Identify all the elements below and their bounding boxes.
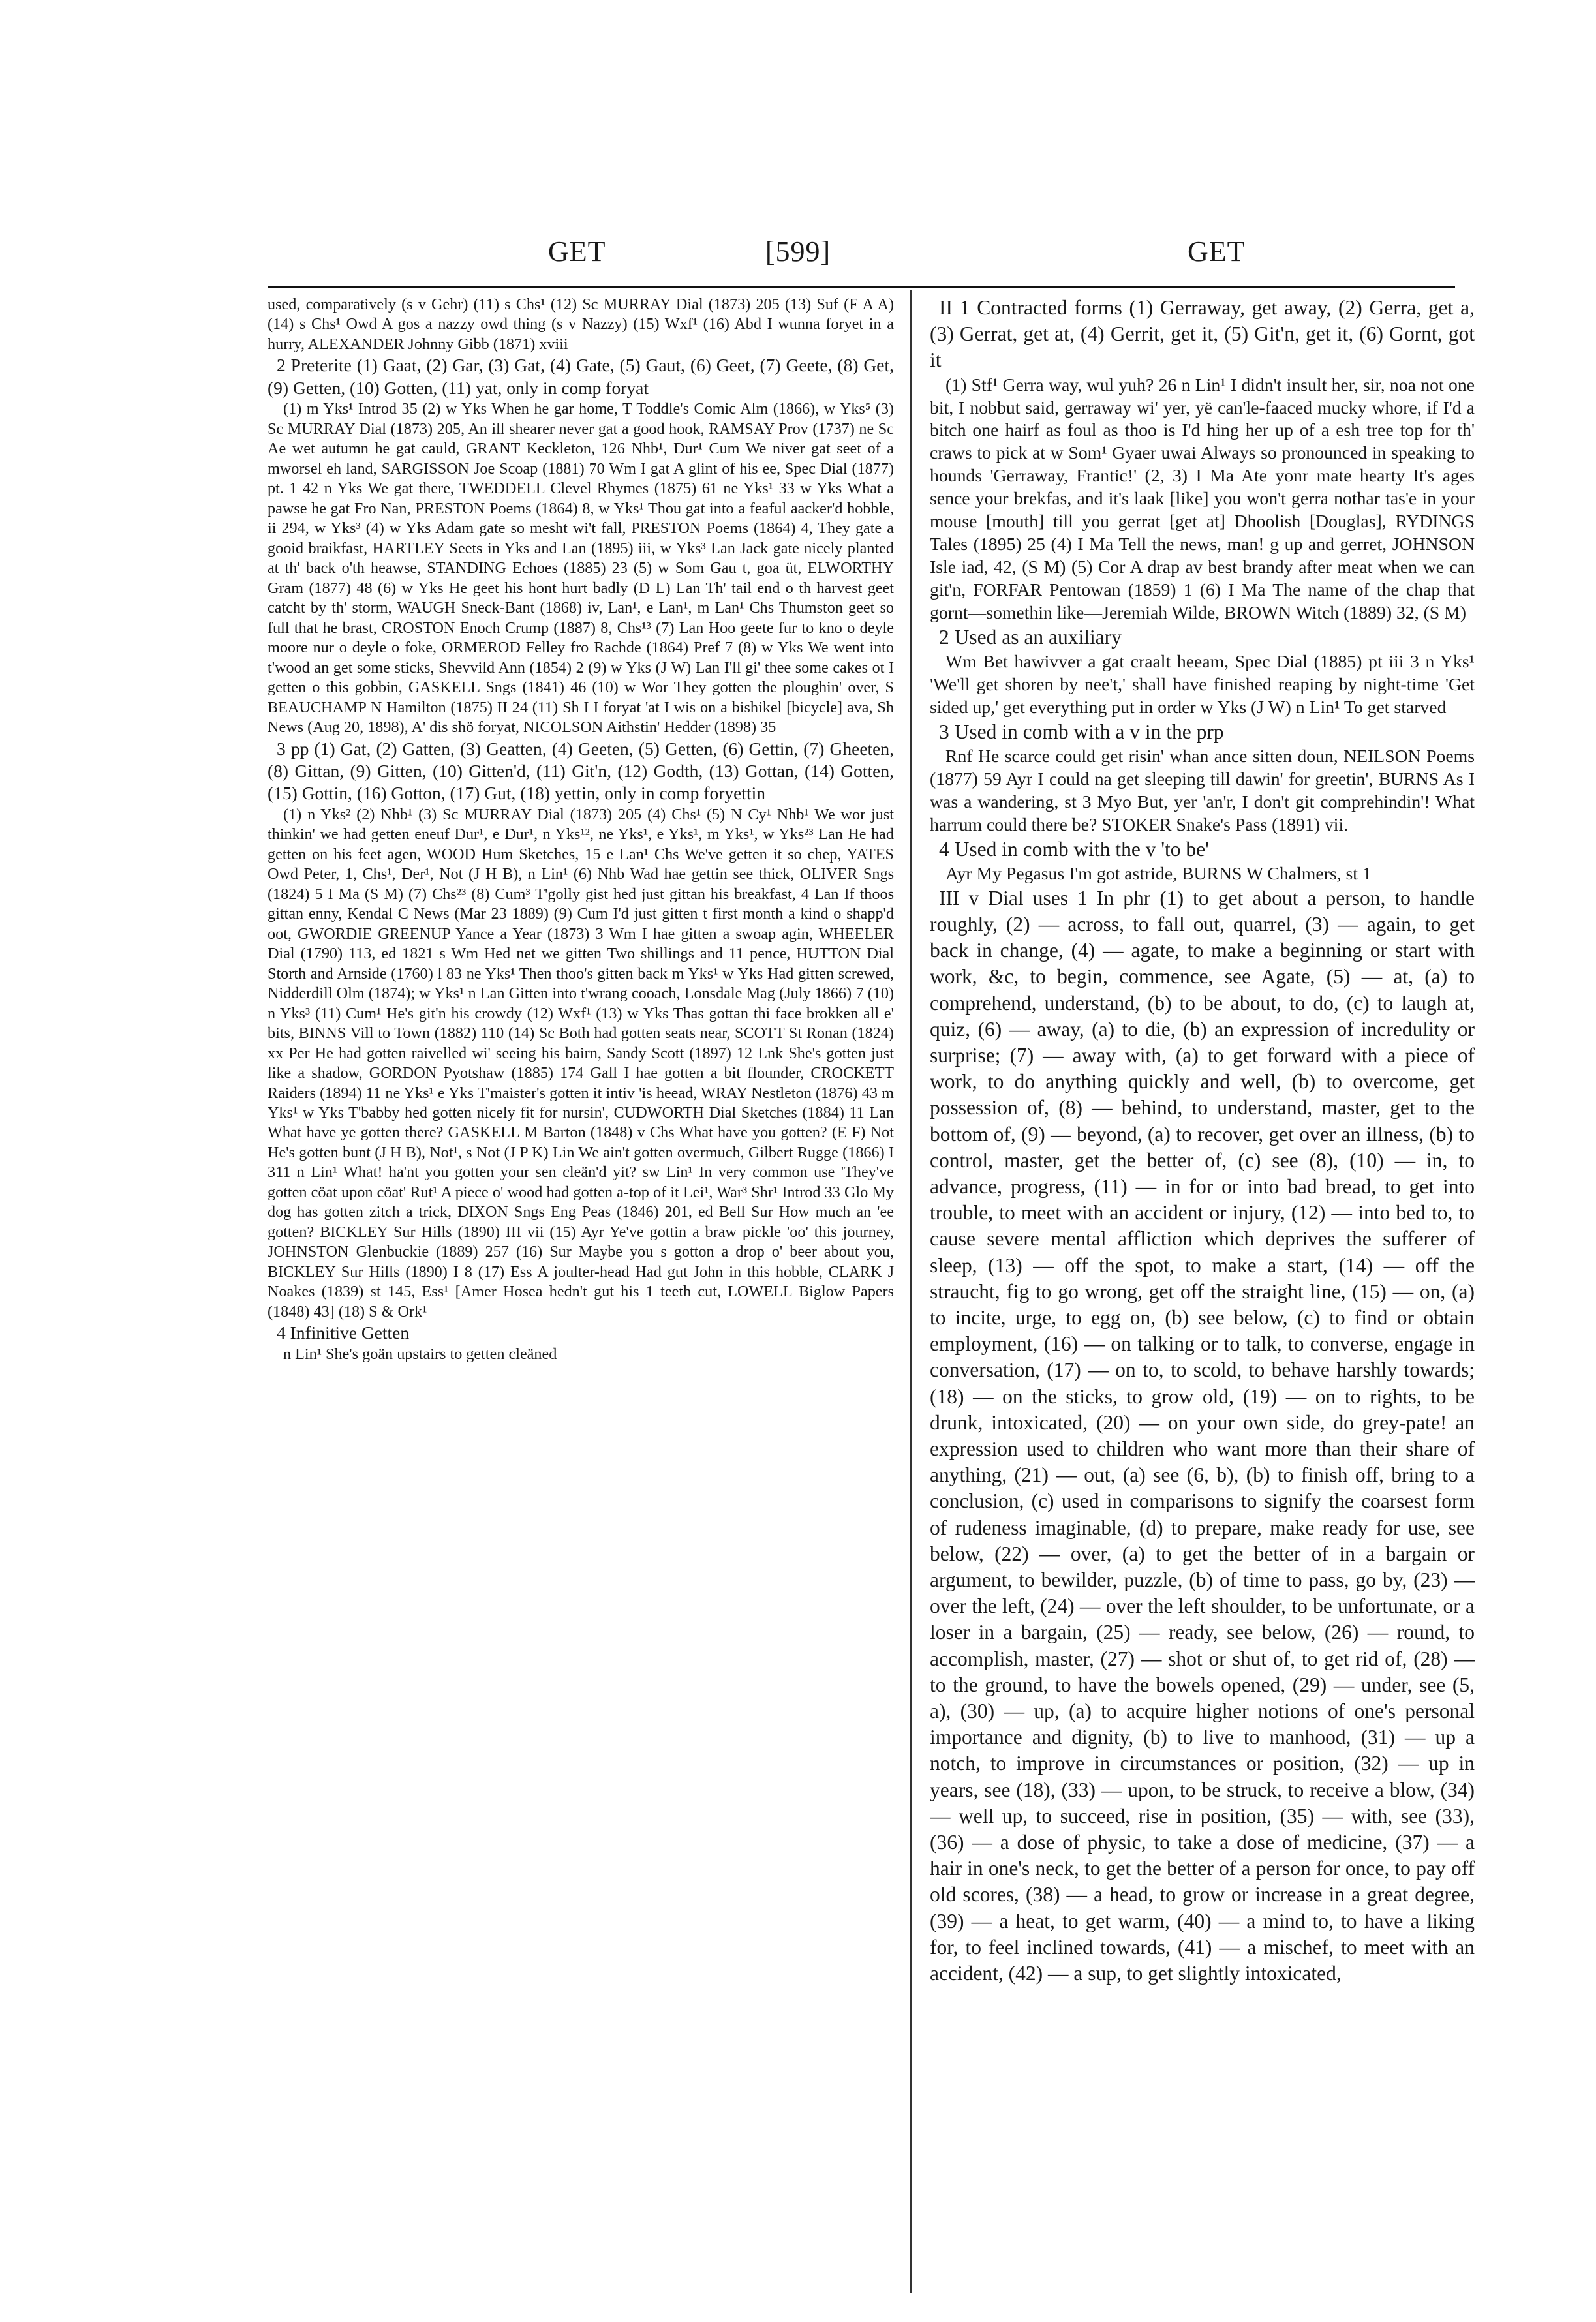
entry-citations: (1) m Yks¹ Introd 35 (2) w Yks When he gar home, T Toddle's Comic Alm (1866), w Yks⁵ (3) Sc MURRAY Dial (1873) 205, An ill shearer never gat a good hook, RAMSAY Prov (1737) ne Sc Ae wet autumn he gat cauld, GRANT Keckleton, 126 Nhb¹, Dur¹ Cum We niver gat seet of a mworsel eh land, SARGISSON Joe Scoap (1881) 70 Wm I gat A glint of his ee, Spec Dial (1877) pt. 1 42 n Yks We gat there, TWEDDELL Clevel Rhymes (1875) 61 ne Yks¹ 33 w Yks What a pawse he gat Fro Nan, PRESTON Poems (1864) 8, w Yks¹ Thou gat into a feaful aacker'd hobble, ii 294, w Yks³ (4) w Yks Adam gate so mesht wi't fall, PRESTON Poems (1864) 4, They gate a gooid braikfast, HARTLEY Seets in Yks and Lan (1895) iii, w Yks³ Lan Jack gate nicely planted at th' back o'th heawse, STANDING Echoes (1885) 23 (5) w Som Gau t, goa üt, ELWORTHY Gram (1877) 48 (6) w Yks He geet his hont hurt badly (D L) Lan Th' tail end o th harvest geet catcht by th' storm, WAUGH Sneck-Bant (1868) iv, Lan¹, e Lan¹, m Lan¹ Chs Thumston geet so full that he brast, CROSTON Enoch Crump (1887) 8, Chs¹³ (7) Lan Hoo geete fur to kno o deyle moore nur o deyle o foke, ORMEROD Felley fro Rachde (1864) Pref 7 (8) w Yks We went into t'wood an get some sticks, Shevvild Ann (1854) 2 (9) w Yks (J W) Lan I'll gi' thee some cakes ot I getten o this gobbin, GASKELL Sngs (1841) 46 (10) w Wor They gotten the ploughin' over, S BEAUCHAMP N Hamilton (1875) II 24 (11) Sh I I foryat 'at I wis on a bishikel [bicycle] ava, Sh News (Aug 20, 1898), A' dis shö foryat, NICOLSON Aithstin' Hedder (1898) 35 [268,400,894,737]
entry-citations: Rnf He scarce could get risin' whan ance sitten doun, NEILSON Poems (1877) 59 Ayr I could na get sleeping till dawin' for greetin', BURNS As I was a wandering, st 3 Myo But, yer 'an'r, I don't git comprehindin'! What harrum could there be? STOKER Snake's Pass (1891) vii. [930,745,1475,834]
entry-heading: 3 Used in comb with a v in the prp [939,720,1224,743]
entry-heading: III v Dial uses 1 In phr (1) to get about a person, to handle roughly, (2) — across, to fall out, quarrel, (3) — again, to get back in change, (4) — agate, to make a beginning or start with work, &c, to begin, commence, see Agate, (5) — at, (a) to comprehend, understand, (b) to be about, to do, (c) to laugh at, quiz, (6) — away, (a) to die, (b) an expression of incredulity or surprise; (7) — away with, (a) to get forward with a piece of work, to do anything quickly and well, (b) to overcome, get possession of, (8) — behind, to understand, master, get to the bottom of, (9) — beyond, (a) to recover, get over an illness, (b) to control, master, get the better of, (c) see (8), (10) — in, to advance, progress, (11) — in for or into bad bread, to get into trouble, to meet with an accident or injury, (12) — into bed to, to cause severe mental affliction which deprives the sufferer of sleep, (13) — off the spot, to make a start, (14) — off the straucht, fig to go wrong, get off the straight line, (15) — on, (a) to incite, urge, to egg on, (b) see below, (c) to find or obtain employment, (16) — on talking or to talk, to converse, engage in conversation, (17) — on to, to scold, to behave harshly towards; (18) — on the sticks, to grow old, (19) — on to rights, to be drunk, intoxicated, (20) — on your own side, do grey-pate! an expression used to children who want more than their share of anything, (21) — out, (a) see (6, b), (b) to finish off, bring to a conclusion, (c) used in comparisons to signify the coarsest form of rudeness imaginable, (d) to prepare, make ready for use, see below, (22) — over, (a) to get the better of in a bargain or argument, to bewilder, puzzle, (b) of time to pass, go by, (23) — over the left, (24) — over the left shoulder, to be unfortunate, or a loser in a bargain, (25) — ready, see below, (26) — round, to accomplish, master, (27) — shot or shut of, to get rid of, (28) — to the ground, to have the bowels opened, (29) — under, see (5, a), (30) — up, (a) to acquire higher notions of one's personal importance and dignity, (b) to live to manhood, (31) — up a notch, to improve in circumstances or position, (32) — up in years, see (18), (33) — upon, to be struck, to receive a blow, (34) — well up, to succeed, rise in position, (35) — with, see (33), (36) — a dose of physic, to take a dose of medicine, (37) — a hair in one's neck, to get the better of a person for once, to pay off old scores, (38) — a head, to grow or increase in a great degree, (39) — a heat, to get warm, (40) — a mind to, to have a liking for, to feel inclined towards, (41) — a mischef, to meet with an accident, (42) — a sup, to get slightly intoxicated, [930,886,1475,1985]
entry-paragraph: used, comparatively (s v Gehr) (11) s Chs¹ (12) Sc MURRAY Dial (1873) 205 (13) Suf (F A A) (14) s Chs¹ Owd A gos a nazzy owd thing (s v Nazzy) (15) Wxf¹ (16) Abd I wunna foryet in a hurry, ALEXANDER Johnny Gibb (1871) xviii [268,296,894,353]
entry-citations: (1) Stf¹ Gerra way, wul yuh? 26 n Lin¹ I didn't insult her, sir, noa not one bit, I nobbut said, gerraway wi' yer, yë can'le-faaced mucky whore, if I'd a bitch one hairf as foul as thoo is I'd hing her up of a esh tree top for th' craws to pick at w Som¹ Gyaer uwai Always so pronounced in speaking to hounds 'Gerraway, Frantic!' (2, 3) I Ma Ate yonr mate hearty It's ages sence your brekfas, and it's laak [like] you won't gerra nothar tas'e in your mouse [mouth] till you gerrat [get at] Dhoolish [Douglas], RYDINGS Tales (1895) 25 (4) I Ma Tell the news, man! g up and gerret, JOHNSON Isle iad, 42, (S M) (5) Cor A drap av best brandy after meat when we can git'n, FORFAR Pentowan (1859) 1 (6) I Ma The name of the chap that gornt—somethin like—Jeremiah Wilde, BROWN Witch (1889) 32, (S M) [930,374,1475,622]
column-divider [910,290,912,2293]
header-right-headword: GET [1188,236,1246,267]
right-column [930,295,1475,2291]
entry-heading: 4 Infinitive Getten [277,1322,410,1343]
entry-heading: 2 Preterite (1) Gaat, (2) Gar, (3) Gat, (4) Gate, (5) Gaut, (6) Geet, (7) Geete, (8) Get, (9) Getten, (10) Gotten, (11) yat, only in comp foryat [268,355,894,398]
header-rule [268,286,1455,288]
entry-heading: 4 Used in comb with the v 'to be' [939,837,1209,861]
header-left-headword: GET [548,236,606,267]
entry-heading: II 1 Contracted forms (1) Gerraway, get away, (2) Gerra, get a, (3) Gerrat, get at, (4) Gerrit, get it, (5) Git'n, get it, (6) Gornt, got it [930,296,1475,372]
entry-citations: (1) n Yks² (2) Nhb¹ (3) Sc MURRAY Dial (1873) 205 (4) Chs¹ (5) N Cy¹ Nhb¹ We wor just thinkin' we had getten eneuf Dur¹, e Dur¹, n Yks¹², ne Yks¹, e Yks¹, m Yks¹, w Yks²³ Lan He had getten on his feet agen, WOOD Hum Sketches, 15 e Lan¹ Chs We've getten it so chep, YATES Owd Peter, 1, Chs¹, Der¹, Not (J H B), n Lin¹ (6) Nhb Wad hae gettin see thick, OLIVER Sngs (1824) 5 I Ma (S M) (7) Chs²³ (8) Cum³ T'golly gist hed just gittan his breakfast, 4 Lan If thoos gittan enny, Kendal C News (Mar 23 1889) (9) Cum I'd just gitten t first month a kind o shapp'd oot, GWORDIE GREENUP Yance a Year (1873) 3 Wm I hae gitten a swoap agin, WHEELER Dial (1790) 113, ed 1821 s Wm Hed net we gitten Two shillings and 11 pence, HUTTON Dial Storth and Arnside (1760) l 83 ne Yks¹ Then thoo's gitten back m Yks¹ w Yks Had gitten screwed, Nidderdill Olm (1874); w Yks¹ n Lan Gitten into t'wrang cooach, Lonsdale Mag (July 1866) 7 (10) n Yks³ (11) Cum¹ He's git'n his crowdy (12) Wxf¹ (13) w Yks Thas gottan thi face brokken all e' bits, BINNS Vill to Town (1882) 110 (14) Sc Both had gotten seats near, SCOTT St Ronan (1824) xx Per He had gotten raivelled wi' seeing his bairn, Sandy Scott (1897) 12 Lnk She's gotten just like a shadow, GORDON Pyotshaw (1885) 174 Gall I hae gotten a bit flounder, CROCKETT Raiders (1894) 11 ne Yks¹ e Yks T'maister's gotten it intiv 'is heead, WRAY Nestleton (1876) 43 m Yks¹ w Yks T'babby hed gotten nicely fit for nursin', CUDWORTH Dial Sketches (1884) 11 Lan What have ye gotten there? GASKELL M Barton (1848) v Chs What have you gotten? (E F) Not He's gotten bunt (J H B), Not¹, s Not (J P K) Lin We ain't gotten overmuch, Gilbert Rugge (1866) I 311 n Lin¹ What! ha'nt you gotten your sen cleän'd yit? sw Lin¹ In very common use 'They've gotten cöat upon cöat' Rut¹ A piece o' wood had gotten a-top of it Lei¹, War³ Shr¹ Introd 33 Glo My dog has gotten zitch a trick, DIXON Sngs Eng Peas (1846) 201, ed Bell Sur How much an 'ee gotten? BICKLEY Sur Hills (1890) III vii (15) Ayr Ye've gottin a braw pickle 'oo' this journey, JOHNSTON Glenbuckie (1889) 257 (16) Sur Maybe you s gotton a drop o' beer about you, BICKLEY Sur Hills (1890) I 8 (17) Ess A joulter-head Had gut John in this hobble, CLARK J Noakes (1839) st 145, Ess¹ [Amer Hosea hedn't gut his 1 teeth cut, LOWELL Biglow Papers (1848) 43] (18) S & Ork¹ [268,805,894,1321]
page-number: [599] [765,236,831,267]
entry-heading: 3 pp (1) Gat, (2) Gatten, (3) Geatten, (4) Geeten, (5) Getten, (6) Gettin, (7) Gheeten, (8) Gittan, (9) Gitten, (10) Gitten'd, (11) Git'n, (12) Godth, (13) Gottan, (14) Gotten, (15) Gottin, (16) Gotton, (17) Gut, (18) yettin, only in comp foryettin [268,738,894,804]
entry-citations: n Lin¹ She's goän upstairs to getten cleäned [283,1345,557,1363]
entry-citations: Ayr My Pegasus I'm got astride, BURNS W Chalmers, st 1 [945,863,1372,883]
running-header [0,235,1596,287]
left-column [268,295,894,2291]
entry-citations: Wm Bet hawivver a gat craalt heeam, Spec Dial (1885) pt iii 3 n Yks¹ 'We'll get shoren by nee't,' shall have finished reaping by night-time 'Get sided up,' get everything put in order w Yks (J W) n Lin¹ To get starved [930,650,1475,717]
entry-heading: 2 Used as an auxiliary [939,625,1122,649]
